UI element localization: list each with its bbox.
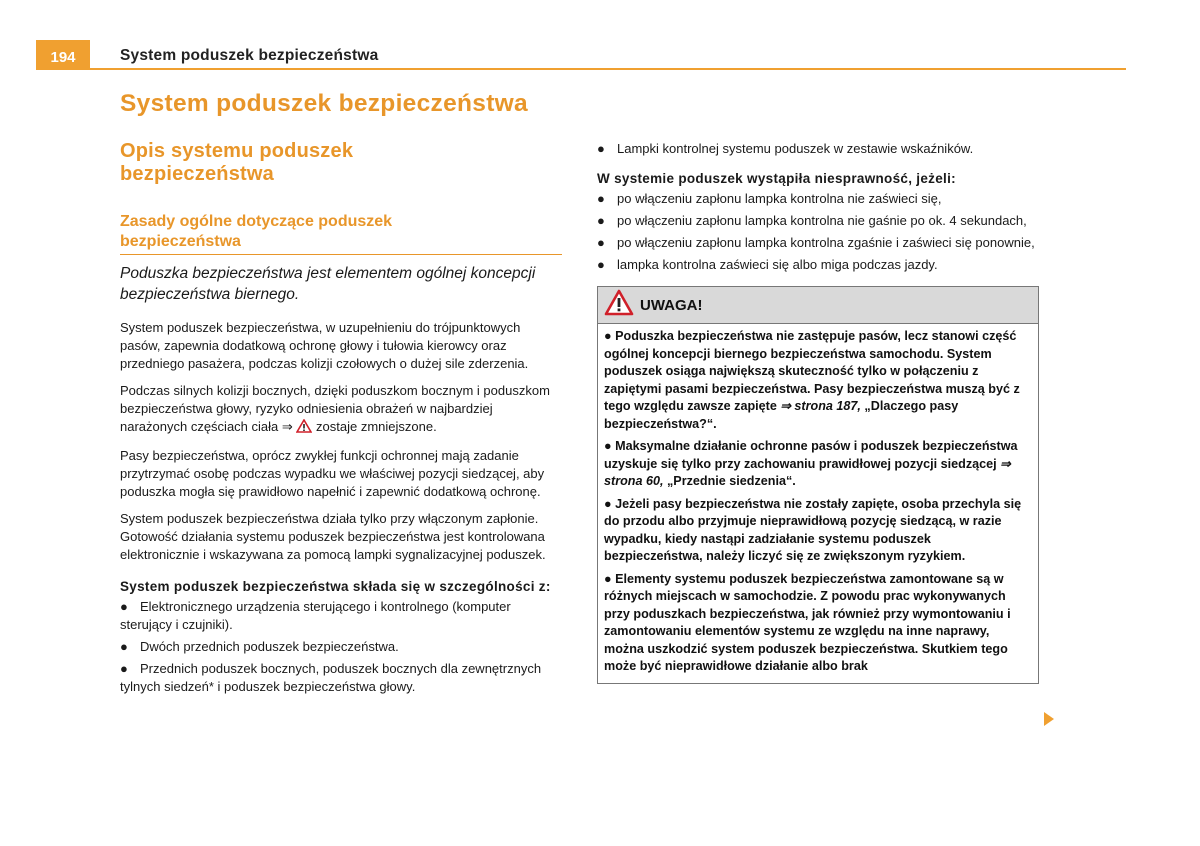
chapter-title: System poduszek bezpieczeństwa bbox=[120, 90, 528, 117]
running-header-title: System poduszek bezpieczeństwa bbox=[120, 47, 379, 64]
page-reference[interactable]: ⇒ strona 60, bbox=[604, 456, 1011, 488]
continued-arrow-icon bbox=[1043, 712, 1055, 731]
components-subheading: System poduszek bezpieczeństwa składa się w szczególności z: bbox=[120, 579, 551, 594]
warning-paragraph: ● Poduszka bezpieczeństwa nie zastępuje pasów, lecz stanowi część ogólnej koncepcji biernego bezpieczeństwa samochodu. System poduszek osiąga największą skuteczność tylko w połączeniu z zapiętymi pasami bezpieczeństwa. Pasy bezpieczeństwa muszą być z tego względu zawsze zapięte ⇒ strona 187, „Dlaczego pasy bezpieczeństwa?“. bbox=[604, 329, 1020, 431]
warning-box bbox=[597, 286, 1039, 684]
subsection-heading: Zasady ogólne dotyczące poduszek bezpieczeństwa bbox=[120, 212, 562, 255]
body-paragraph: Podczas silnych kolizji bocznych, dzięki poduszkom bocznym i poduszkom bezpieczeństwa głowy, ryzyko odniesienia obrażeń w najbardziej narażonych częściach ciała ⇒ zostaje zmniejszone. bbox=[120, 382, 562, 438]
page-number: 194 bbox=[36, 40, 90, 70]
body-paragraph: Pasy bezpieczeństwa, oprócz zwykłej funkcji ochronnej mają zadanie przytrzymać osobę podczas wypadku we właściwej pozycji siedzącej, aby poduszka mogła się prawidłowo napełnić i zapewnić dodatkową ochronę. bbox=[120, 448, 545, 499]
warning-triangle-icon bbox=[604, 289, 634, 321]
lead-paragraph: Poduszka bezpieczeństwa jest elementem ogólnej koncepcji bezpieczeństwa biernego. bbox=[120, 265, 536, 303]
warning-label: UWAGA! bbox=[640, 296, 703, 314]
list-item: ● po włączeniu zapłonu lampka kontrolna nie gaśnie po ok. 4 sekundach, bbox=[597, 213, 1027, 228]
warning-header bbox=[598, 287, 1038, 324]
right-column bbox=[597, 140, 1039, 684]
warning-paragraph: ● Maksymalne działanie ochronne pasów i poduszek bezpieczeństwa uzyskuje się tylko przy zachowaniu prawidłowej pozycji siedzącej ⇒ strona 60, „Przednie siedzenia“. bbox=[604, 439, 1018, 488]
list-item: ● Lampki kontrolnej systemu poduszek w zestawie wskaźników. bbox=[597, 141, 974, 156]
body-paragraph: System poduszek bezpieczeństwa działa tylko przy włączonym zapłonie. Gotowość działania systemu poduszek bezpieczeństwa jest kontrolowana elektronicznie i wskazywana za pomocą lampki sygnalizacyjnej poduszek. bbox=[120, 511, 546, 562]
list-item: ● po włączeniu zapłonu lampka kontrolna nie zaświeci się, bbox=[597, 191, 942, 206]
list-item: ● lampka kontrolna zaświeci się albo miga podczas jazdy. bbox=[597, 257, 938, 272]
warning-paragraph: ● Jeżeli pasy bezpieczeństwa nie zostały zapięte, osoba przechyla się do przodu albo przyjmuje nieprawidłową pozycję siedzącą, w razie wypadku, kiedy nastąpi zadziałanie systemu poduszek bezpieczeństwa, należy liczyć się ze zwiększonym ryzykiem. bbox=[604, 496, 1022, 563]
warning-triangle-icon bbox=[296, 419, 312, 438]
body-paragraph: System poduszek bezpieczeństwa, w uzupełnieniu do trójpunktowych pasów, zapewnia dodatkową ochronę głowy i tułowia kierowcy oraz przedniego pasażera, podczas kolizji czołowych o dużej sile zderzenia. bbox=[120, 320, 529, 371]
list-item: ● Dwóch przednich poduszek bezpieczeństwa. bbox=[120, 639, 399, 654]
header-divider bbox=[36, 68, 1126, 70]
list-item: ● Przednich poduszek bocznych, poduszek bocznych dla zewnętrznych tylnych siedzeń* i poduszek bezpieczeństwa głowy. bbox=[120, 661, 542, 694]
list-item: ● po włączeniu zapłonu lampka kontrolna zgaśnie i zaświeci się ponownie, bbox=[597, 235, 1035, 250]
list-item: ● Elektronicznego urządzenia sterującego i kontrolnego (komputer sterujący i czujniki). bbox=[120, 599, 511, 632]
warning-paragraph: ● Elementy systemu poduszek bezpieczeństwa zamontowane są w różnych miejscach w samochodzie. Z powodu prac wykonywanych przy poduszkach bezpieczeństwa, jak również przy wymontowaniu i zamontowaniu elementów systemu ze względu na inne naprawy, można uszkodzić system poduszek bezpieczeństwa. Skutkiem tego może być nieprawidłowe działanie albo brak bbox=[604, 571, 1011, 673]
reference-arrow: ⇒ bbox=[281, 419, 293, 434]
section-heading: Opis systemu poduszek bezpieczeństwa bbox=[120, 140, 354, 185]
warning-body bbox=[598, 324, 1038, 683]
malfunction-subheading: W systemie poduszek wystąpiła niesprawność, jeżeli: bbox=[597, 171, 956, 186]
left-column bbox=[120, 140, 562, 700]
page-reference[interactable]: ⇒ strona 187, bbox=[780, 399, 861, 413]
